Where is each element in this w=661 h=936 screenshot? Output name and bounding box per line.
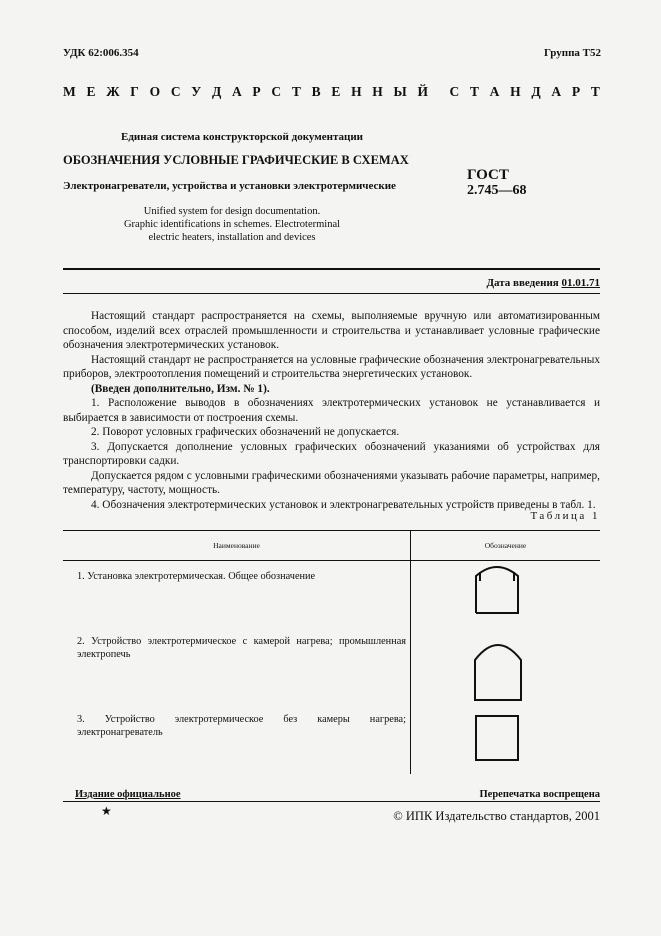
heading-letter: А (231, 84, 242, 99)
heading-letter: В (311, 84, 321, 99)
introduction-date (486, 277, 600, 289)
table-column-divider (410, 530, 411, 774)
english-line: Unified system for design documentation. (143, 206, 321, 217)
body-paragraph: Настоящий стандарт не распространяется на условные графические обозначения электронагревательных приборов, электроотопления помещений и строительства энергетических установок. (63, 353, 600, 380)
symbols-table (63, 530, 600, 774)
heading-letter: Ы (393, 84, 407, 99)
document-system: Единая система конструкторской документации (121, 131, 363, 143)
heading-letter: Н (351, 84, 362, 99)
column-header-name: Наименование (213, 541, 260, 550)
star-icon: ★ (101, 804, 112, 818)
gost-label: ГОСТ (467, 167, 509, 183)
table-header-border (63, 560, 600, 561)
table-row (63, 570, 406, 583)
heating-chamber-device-symbol (472, 638, 524, 702)
heading-letter: Д (531, 84, 541, 99)
row-name: 3. Устройство электротермическое без камеры нагрева; электронагреватель (77, 714, 406, 738)
heading-letter: Р (571, 84, 581, 99)
electrothermal-installation-general-symbol (472, 563, 522, 615)
body-paragraph: 3. Допускается дополнение условных графических обозначений указаниями об устройствах для транспортировки садки. (63, 440, 600, 467)
reprint-prohibited: Перепечатка воспрещена (479, 789, 600, 800)
table-row (63, 713, 406, 739)
device-without-chamber-symbol (473, 713, 521, 763)
heading-letter: М (63, 84, 76, 99)
standard-type-heading (63, 84, 600, 100)
table-row (63, 635, 406, 661)
heading-letter: Т (291, 84, 301, 99)
body-paragraph: Настоящий стандарт распространяется на схемы, выполняемые вручную или автоматизированным способом, изделий всех отраслей промышленности и строительства и устанавливает условные графические обозначения электротермических установок. (63, 310, 600, 351)
heading-letter: Ж (106, 84, 120, 99)
copyright: © ИПК Издательство стандартов, 2001 (393, 809, 600, 823)
gost-number: 2.745—68 (467, 183, 527, 198)
body-paragraph: (Введен дополнительно, Изм. № 1). (91, 382, 270, 395)
table-top-border (63, 530, 600, 531)
english-line: Graphic identifications in schemes. Electroterminal (123, 219, 341, 230)
column-header-symbol: Обозначение (484, 541, 527, 550)
body-paragraph: Допускается рядом с условными графическими обозначениями указывать рабочие параметры, например, температуру, частоту, мощность. (63, 469, 600, 496)
heading-letter: Т (590, 84, 600, 99)
body-paragraph: 1. Расположение выводов в обозначениях электротермических установок не устанавливается и выбирается в зависимости от построения схемы. (63, 397, 600, 424)
heading-letter: Р (252, 84, 261, 99)
group-code: Группа Т52 (543, 47, 601, 59)
row-name: 2. Устройство электротермическое с камерой нагрева; промышленная электропечь (77, 636, 406, 660)
english-line: electric heaters, installation and devices (148, 232, 316, 243)
heading-letter: Г (130, 84, 139, 99)
heading-letter: Т (469, 84, 479, 99)
official-edition: Издание официальное (75, 789, 181, 800)
heading-letter: А (489, 84, 500, 99)
heading-letter: Е (331, 84, 341, 99)
bottom-rule (63, 801, 600, 802)
heading-letter: С (271, 84, 282, 99)
top-rule (63, 268, 600, 270)
heading-letter: Н (372, 84, 383, 99)
heading-letter: Е (86, 84, 96, 99)
heading-letter: С (170, 84, 181, 99)
body-paragraph: 4. Обозначения электротермических установок и электронагревательных устройств приведены в табл. 1. (91, 498, 596, 511)
body-paragraph: 2. Поворот условных графических обозначений не допускается. (91, 426, 400, 438)
body-text (63, 309, 600, 512)
heading-letter: А (551, 84, 562, 99)
heading-letter: У (191, 84, 202, 99)
heading-letter: С (449, 84, 460, 99)
heading-letter: О (149, 84, 161, 99)
date-label: Дата введения (486, 277, 559, 289)
heading-letter: Н (510, 84, 521, 99)
document-subtitle: Электронагреватели, устройства и установки электротермические (63, 180, 396, 192)
document-title: ОБОЗНАЧЕНИЯ УСЛОВНЫЕ ГРАФИЧЕСКИЕ В СХЕМАХ (63, 153, 409, 167)
udk-code: УДК 62:006.354 (63, 47, 139, 59)
english-title (117, 205, 347, 244)
date-value: 01.01.71 (561, 277, 600, 289)
heading-letter: Д (211, 84, 222, 99)
row-name: 1. Установка электротермическая. Общее обозначение (77, 571, 316, 582)
table-caption: Таблица 1 (530, 510, 600, 522)
heading-letter: Й (417, 84, 429, 99)
date-rule (63, 293, 600, 294)
